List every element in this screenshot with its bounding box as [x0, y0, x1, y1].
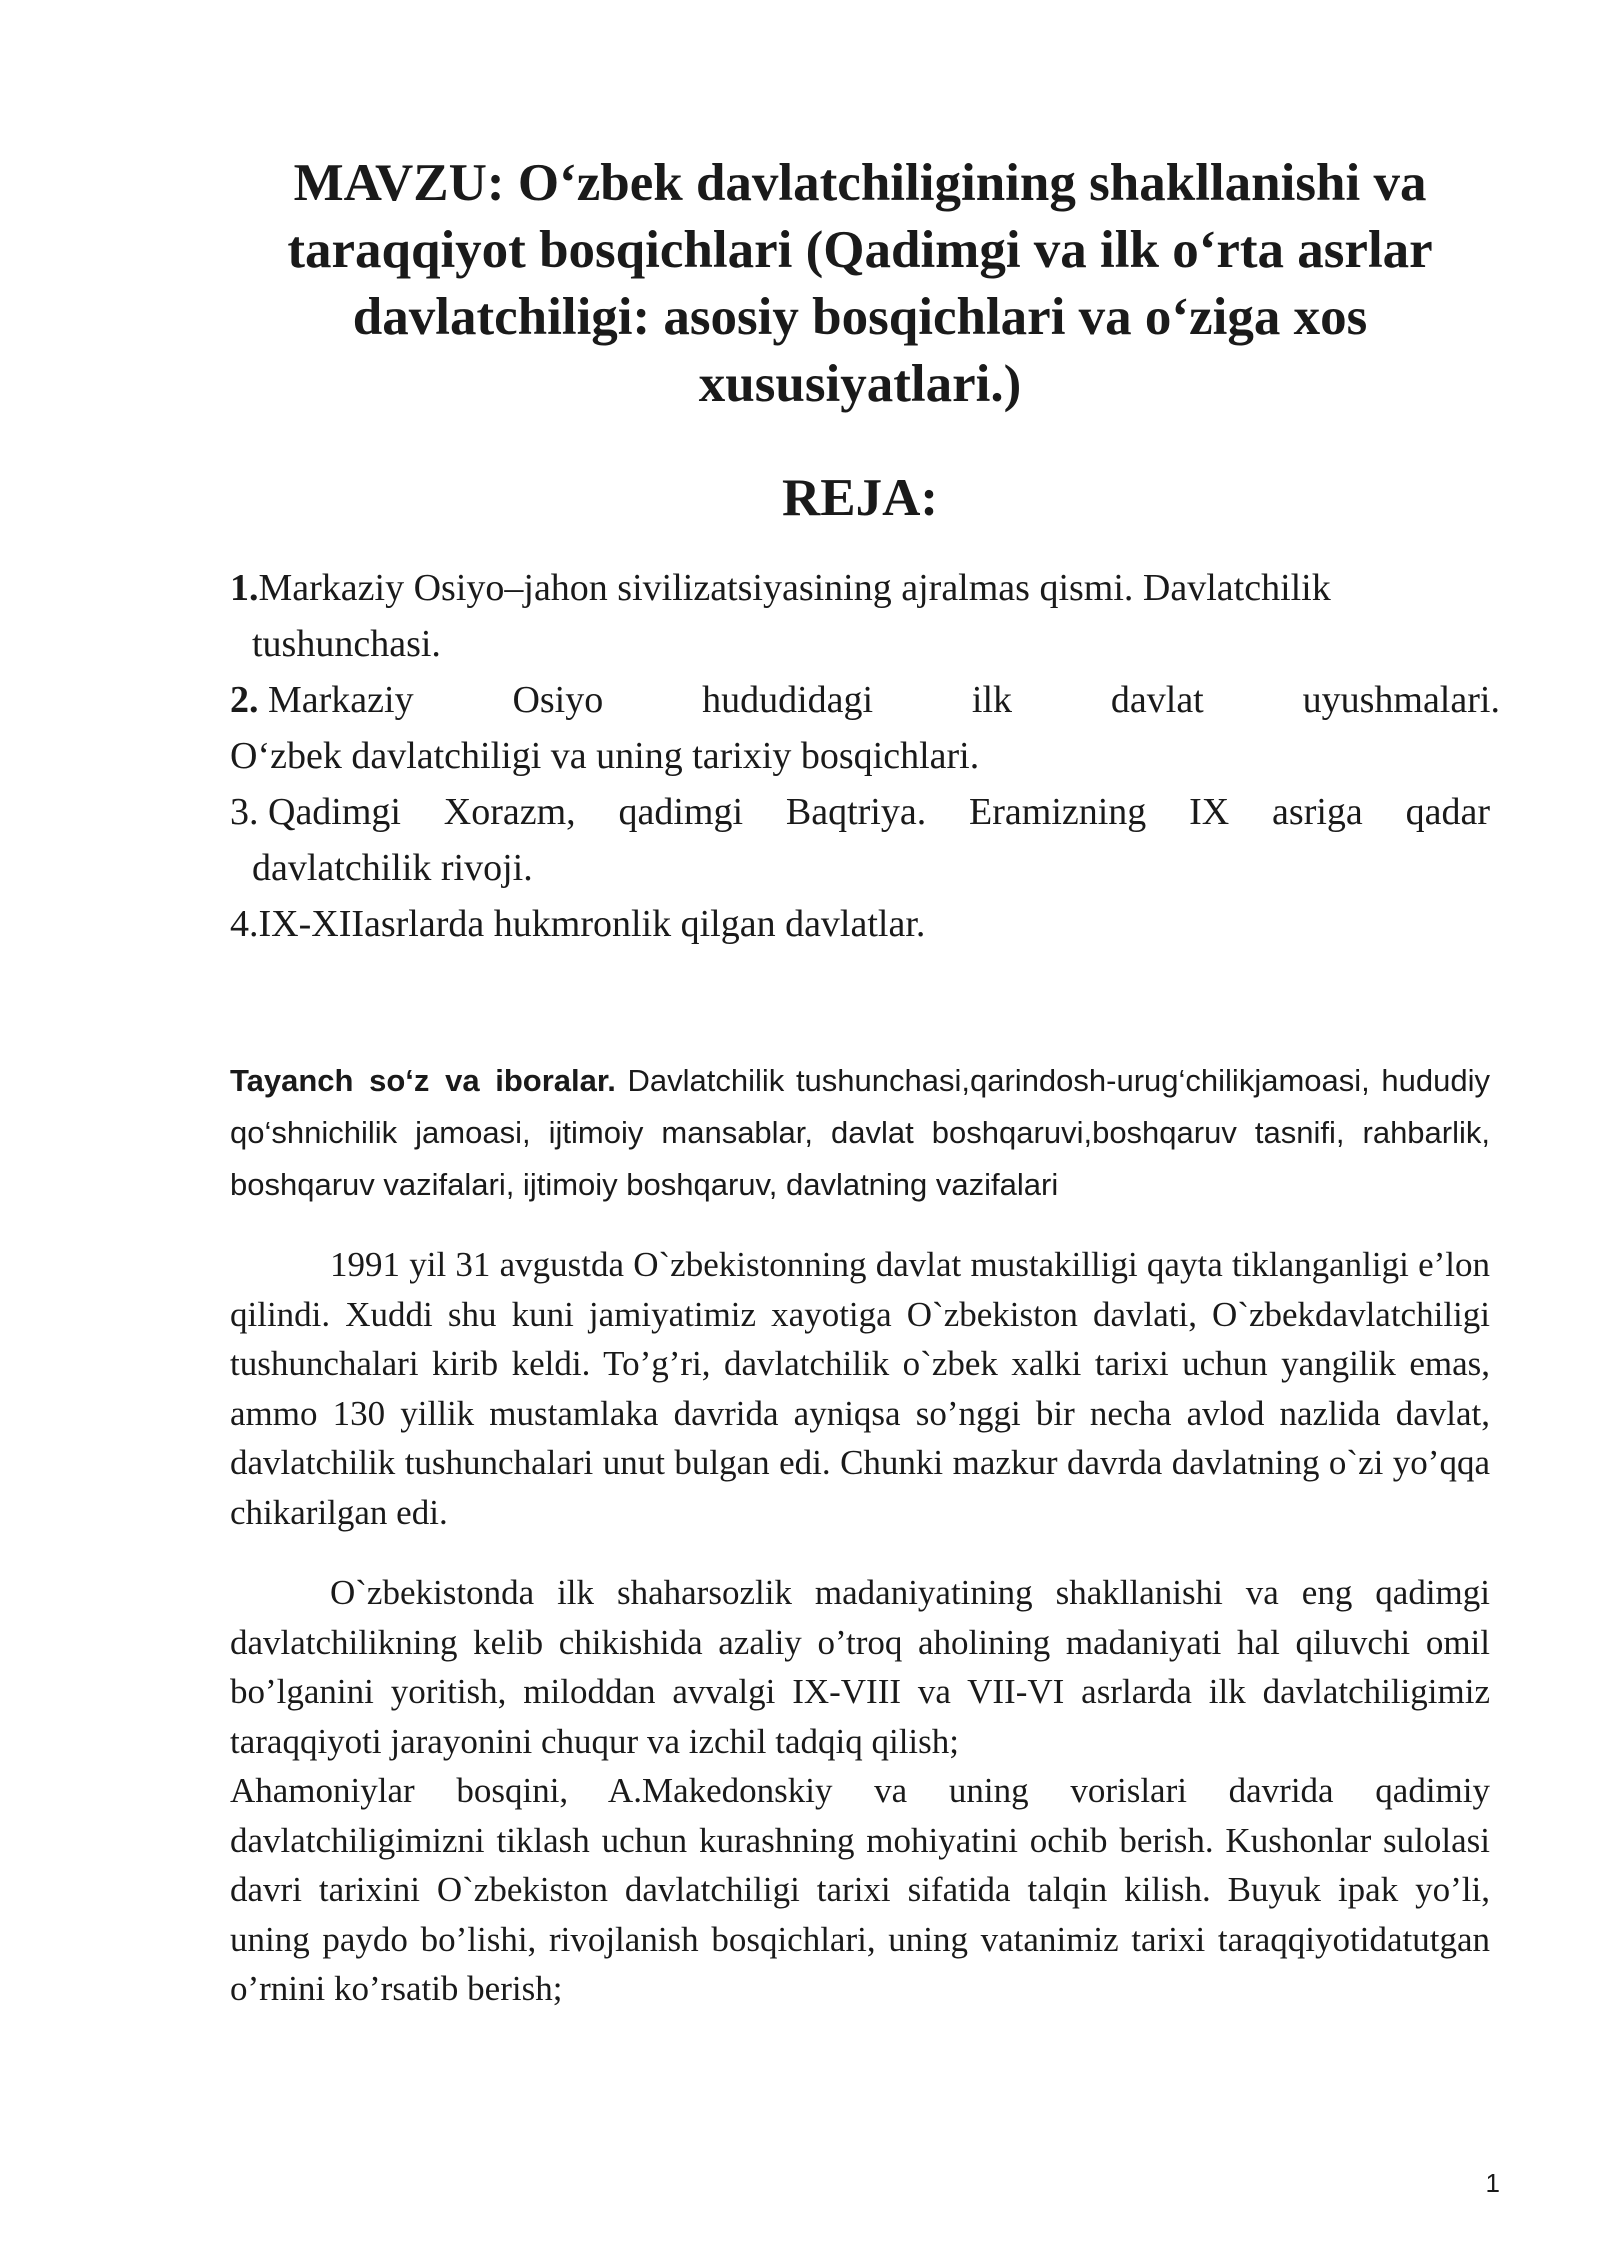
plan-item-text: Markaziy Osiyo–jahon sivilizatsiyasining ajralmas qismi. Davlatchilik: [258, 567, 1331, 609]
page-title: MAVZU: O‘zbek davlatchiligining shakllanishi va taraqqiyot bosqichlari (Qadimgi va ilk o‘rta asrlar davlatchiligi: asosiy bosqichlari va o‘ziga xos xususiyatlari.): [287, 154, 1433, 413]
body-paragraph-1: [230, 1240, 1490, 1537]
body-paragraph-3: [230, 1766, 1490, 2014]
plan-item-justified-line: [230, 784, 1490, 840]
body-paragraph-text: O`zbekistonda ilk shaharsozlik madaniyatining shakllanishi va eng qadimgi davlatchilikning kelib chikishida azaliy o’troq aholining madaniyati hal qiluvchi omil bo’lganini yoritish, miloddan avvalgi IX-VIII va VII-VI asrlarda ilk davlatchiligimiz taraqqiyoti jarayonini chuqur va izchil tadqiq qilish;: [230, 1573, 1490, 1761]
plan-item-3: [230, 784, 1500, 896]
plan-item-number: 1.: [230, 567, 259, 609]
plan-item-justified-line: [230, 672, 1500, 728]
page-number: 1: [1485, 2168, 1500, 2198]
plan-item-word: uyushmalari.: [1302, 679, 1500, 721]
plan-item-number: 2.: [230, 679, 259, 721]
plan-item-word: asriga: [1272, 791, 1363, 833]
keywords-text: Davlatchilik tushunchasi,qarindosh-urug‘chilikjamoasi, hududiy qo‘shnichilik jamoasi, ijtimoiy mansablar, davlat boshqaruvi,boshqaruv tasnifi, rahbarlik, boshqaruv vazifalari, ijtimoiy boshqaruv, davlatning vazifalari: [230, 1063, 1490, 1202]
plan-item-text: IX-XIIasrlarda hukmronlik qilgan davlatlar.: [258, 903, 926, 945]
plan-item-text-continued: tushunchasi.: [252, 623, 441, 665]
plan-item-word: Eramizning: [969, 791, 1147, 833]
plan-item-text-continued: O‘zbek davlatchiligi va uning tarixiy bosqichlari.: [230, 735, 980, 777]
plan-item-2: [230, 672, 1500, 784]
plan-list: [230, 560, 1500, 952]
plan-item-word: Markaziy: [268, 679, 414, 721]
plan-item-1: [230, 560, 1500, 672]
keywords-paragraph: [230, 1055, 1490, 1211]
plan-item-word: IX: [1189, 791, 1230, 833]
plan-item-word: hududidagi: [702, 679, 874, 721]
plan-item-word: Xorazm,: [443, 791, 576, 833]
plan-item-word: Qadimgi: [268, 791, 401, 833]
body-paragraph-text: Ahamoniylar bosqini, A.Makedonskiy va uning vorislari davrida qadimiy davlatchiligimizni tiklash uchun kurashning mohiyatini ochib berish. Kushonlar sulolasi davri tarixini O`zbekiston davlatchiligi tarixi sifatida talqin kilish. Buyuk ipak yo’li, uning paydo bo’lishi, rivojlanish bosqichlari, uning vatanimiz tarixi taraqqiyotidatutgan o’rnini ko’rsatib berish;: [230, 1771, 1490, 2008]
body-paragraph-2: [230, 1568, 1490, 1766]
keywords-label: Tayanch so‘z va iboralar.: [230, 1063, 616, 1098]
plan-item-number: 3.: [230, 791, 259, 833]
plan-item-text-continued: davlatchilik rivoji.: [252, 847, 533, 889]
plan-heading: REJA:: [781, 469, 939, 527]
plan-item-word: qadar: [1405, 791, 1490, 833]
plan-item-word: davlat: [1110, 679, 1204, 721]
plan-item-word: qadimgi: [618, 791, 744, 833]
plan-item-number: 4.: [230, 903, 259, 945]
plan-item-word: ilk: [971, 679, 1013, 721]
plan-item-word: Osiyo: [512, 679, 604, 721]
body-paragraph-text: 1991 yil 31 avgustda O`zbekistonning davlat mustakilligi qayta tiklanganligi e’lon qilindi. Xuddi shu kuni jamiyatimiz xayotiga O`zbekiston davlati, O`zbekdavlatchiligi tushunchalari kirib keldi. To’g’ri, davlatchilik o`zbek xalki tarixi uchun yangilik emas, ammo 130 yillik mustamlaka davrida ayniqsa so’nggi bir necha avlod nazlida davlat, davlatchilik tushunchalari unut bulgan edi. Chunki mazkur davrda davlatning o`zi yo’qqa chikarilgan edi.: [230, 1245, 1490, 1532]
plan-item-4: [230, 896, 1500, 952]
plan-item-word: Baqtriya.: [785, 791, 927, 833]
